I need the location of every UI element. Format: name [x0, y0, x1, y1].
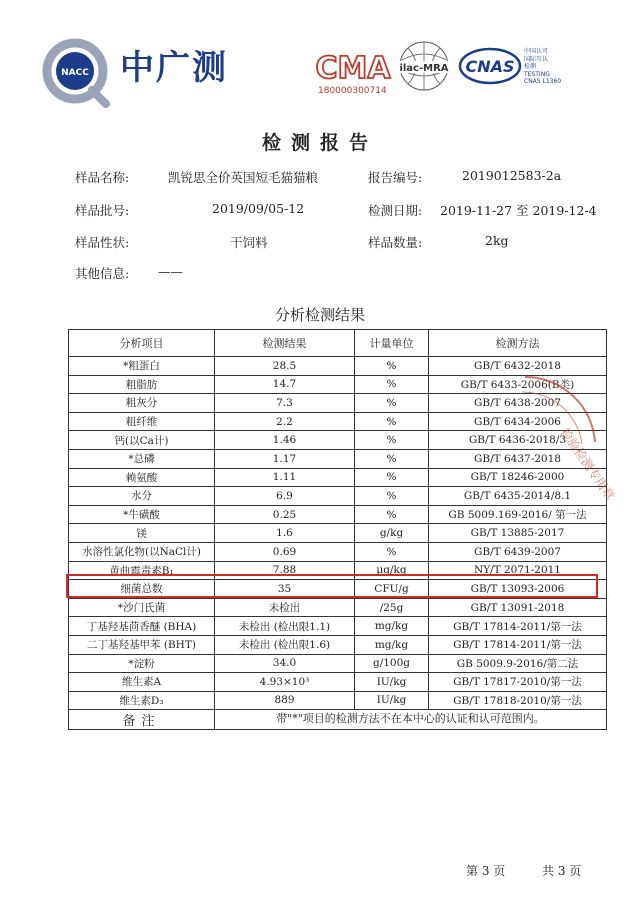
cell-unit: % — [355, 468, 429, 487]
cell-item: 钙(以Ca计) — [69, 431, 215, 450]
cell-result: 1.11 — [215, 468, 355, 487]
page-total: 共 3 页 — [542, 864, 582, 878]
cnas-line: 检测 — [524, 63, 537, 70]
cell-result: 1.46 — [215, 431, 355, 450]
property-label: 样品性状: — [75, 235, 130, 250]
header-method: 检测方法 — [429, 330, 607, 357]
cell-item: 维生素A — [69, 673, 215, 692]
cell-result: 1.17 — [215, 449, 355, 468]
cell-item: 二丁基羟基甲苯 (BHT) — [69, 635, 215, 654]
cell-result: 0.25 — [215, 505, 355, 524]
cell-unit: % — [355, 505, 429, 524]
cell-result: 0.69 — [215, 542, 355, 561]
stamp-text: 检验检测专用章 — [557, 425, 618, 503]
nacc-text: NACC — [61, 68, 89, 78]
other: —— — [158, 264, 183, 279]
cell-unit: % — [355, 394, 429, 413]
cell-unit: % — [355, 431, 429, 450]
cell-unit: μg/kg — [355, 561, 429, 580]
test-date: 2019-11-27 至 2019-12-4 — [440, 203, 597, 218]
cell-method: GB/T 6433-2006(B类) — [429, 375, 607, 394]
brand-name: 中广测 — [120, 48, 228, 88]
cell-item: 黄曲霉毒素B₁ — [69, 561, 215, 580]
cell-result: 7.88 — [215, 561, 355, 580]
cnas-line: TESTING — [524, 70, 550, 78]
ilac-mra-logo — [392, 40, 456, 98]
header-unit: 计量单位 — [355, 330, 429, 357]
cell-result: 1.6 — [215, 524, 355, 543]
cma-text: CMA — [315, 51, 391, 86]
report-no-label: 报告编号: — [368, 170, 423, 185]
cell-unit: mg/kg — [355, 617, 429, 636]
table-row — [69, 598, 607, 617]
cell-result: 28.5 — [215, 357, 355, 376]
cell-result: 14.7 — [215, 375, 355, 394]
cell-result: 35 — [215, 580, 355, 599]
cell-result: 4.93×10³ — [215, 673, 355, 692]
cell-item: *粗蛋白 — [69, 357, 215, 376]
cell-unit: mg/kg — [355, 635, 429, 654]
sample-name-label: 样品名称: — [75, 170, 130, 185]
quantity: 2kg — [485, 233, 509, 248]
table-row — [69, 654, 607, 673]
table-header-row — [69, 330, 607, 357]
table-row — [69, 524, 607, 543]
remark-text: 带"*"项目的检测方法不在本中心的认证和认可范围内。 — [215, 710, 607, 730]
page-current: 第 3 页 — [466, 864, 506, 878]
other-label: 其他信息: — [75, 266, 130, 281]
cell-item: 细菌总数 — [69, 580, 215, 599]
cell-method: GB/T 13885-2017 — [429, 524, 607, 543]
cell-item: 维生素D₃ — [69, 691, 215, 710]
cell-method: GB/T 18246-2000 — [429, 468, 607, 487]
cell-method: GB/T 6435-2014/8.1 — [429, 487, 607, 506]
cnas-logo — [458, 46, 522, 86]
cell-result: 2.2 — [215, 412, 355, 431]
cell-unit: % — [355, 449, 429, 468]
cnas-caption — [524, 48, 561, 86]
batch-label: 样品批号: — [75, 203, 130, 218]
cell-unit: % — [355, 487, 429, 506]
cell-method: GB/T 6437-2018 — [429, 449, 607, 468]
cell-method: GB/T 17817-2010/第一法 — [429, 673, 607, 692]
cell-method: GB/T 17814-2011/第一法 — [429, 617, 607, 636]
cell-item: 水溶性氯化物(以NaCl计) — [69, 542, 215, 561]
cell-method: GB/T 6439-2007 — [429, 542, 607, 561]
cell-unit: % — [355, 357, 429, 376]
cell-item: *总磷 — [69, 449, 215, 468]
highlight-box — [66, 574, 598, 598]
cell-unit: % — [355, 412, 429, 431]
table-row — [69, 635, 607, 654]
cell-unit: % — [355, 542, 429, 561]
cell-item: *沙门氏菌 — [69, 598, 215, 617]
cell-result: 34.0 — [215, 654, 355, 673]
cell-method: GB/T 13093-2006 — [429, 580, 607, 599]
cell-method: NY/T 2071-2011 — [429, 561, 607, 580]
cell-item: 赖氨酸 — [69, 468, 215, 487]
table-row — [69, 617, 607, 636]
cnas-line: 中国认可 — [524, 48, 549, 55]
cell-result: 未检出 (检出限1.1) — [215, 617, 355, 636]
cell-method: GB/T 6434-2006 — [429, 412, 607, 431]
cell-method: GB/T 6438-2007 — [429, 394, 607, 413]
cnas-line: CNAS L1360 — [524, 78, 562, 85]
cell-result: 889 — [215, 691, 355, 710]
cell-item: 丁基羟基茴香醚 (BHA) — [69, 617, 215, 636]
cell-unit: g/100g — [355, 654, 429, 673]
header-result: 检测结果 — [215, 330, 355, 357]
ilac-text: ilac-MRA — [399, 63, 449, 74]
table-row — [69, 542, 607, 561]
cell-unit: IU/kg — [355, 691, 429, 710]
batch: 2019/09/05-12 — [212, 201, 305, 216]
cell-item: *牛磺酸 — [69, 505, 215, 524]
cell-unit: g/kg — [355, 524, 429, 543]
cell-item: 粗脂肪 — [69, 375, 215, 394]
table-row — [69, 505, 607, 524]
nacc-logo — [40, 36, 114, 110]
property: 干饲料 — [230, 235, 268, 250]
cell-method: GB/T 17814-2011/第一法 — [429, 635, 607, 654]
cell-unit: CFU/g — [355, 580, 429, 599]
cell-item: 水分 — [69, 487, 215, 506]
table-row — [69, 691, 607, 710]
cell-method: GB/T 6432-2018 — [429, 357, 607, 376]
cell-item: 粗纤维 — [69, 412, 215, 431]
seal-stamp — [520, 372, 618, 503]
cell-unit: % — [355, 375, 429, 394]
remark-row — [69, 710, 607, 730]
table-row — [69, 673, 607, 692]
remark-label: 备注 — [69, 710, 215, 730]
cell-method: GB/T 17818-2010/第一法 — [429, 691, 607, 710]
cell-result: 未检出 — [215, 598, 355, 617]
cell-result: 未检出 (检出限1.6) — [215, 635, 355, 654]
header-item: 分析项目 — [69, 330, 215, 357]
cell-unit: /25g — [355, 598, 429, 617]
test-date-label: 检测日期: — [368, 203, 423, 218]
cell-method: GB 5009.169-2016/ 第一法 — [429, 505, 607, 524]
report-no: 2019012583-2a — [462, 168, 562, 183]
cell-item: *淀粉 — [69, 654, 215, 673]
cell-method: GB 5009.9-2016/第二法 — [429, 654, 607, 673]
cnas-line: 国际互认 — [524, 55, 549, 63]
report-title: 检测报告 — [261, 132, 378, 154]
cell-result: 7.3 — [215, 394, 355, 413]
cell-item: 粗灰分 — [69, 394, 215, 413]
cell-method: GB/T 6436-2018/3 — [429, 431, 607, 450]
sample-name: 凯锐思全价英国短毛猫猫粮 — [168, 170, 319, 185]
cell-item: 镁 — [69, 524, 215, 543]
table-caption: 分析检测结果 — [274, 306, 365, 324]
cell-method: GB/T 13091-2018 — [429, 598, 607, 617]
cma-number: 180000300714 — [318, 86, 387, 96]
quantity-label: 样品数量: — [368, 235, 423, 250]
cell-unit: IU/kg — [355, 673, 429, 692]
cell-result: 6.9 — [215, 487, 355, 506]
cnas-text: CNAS — [465, 57, 515, 76]
